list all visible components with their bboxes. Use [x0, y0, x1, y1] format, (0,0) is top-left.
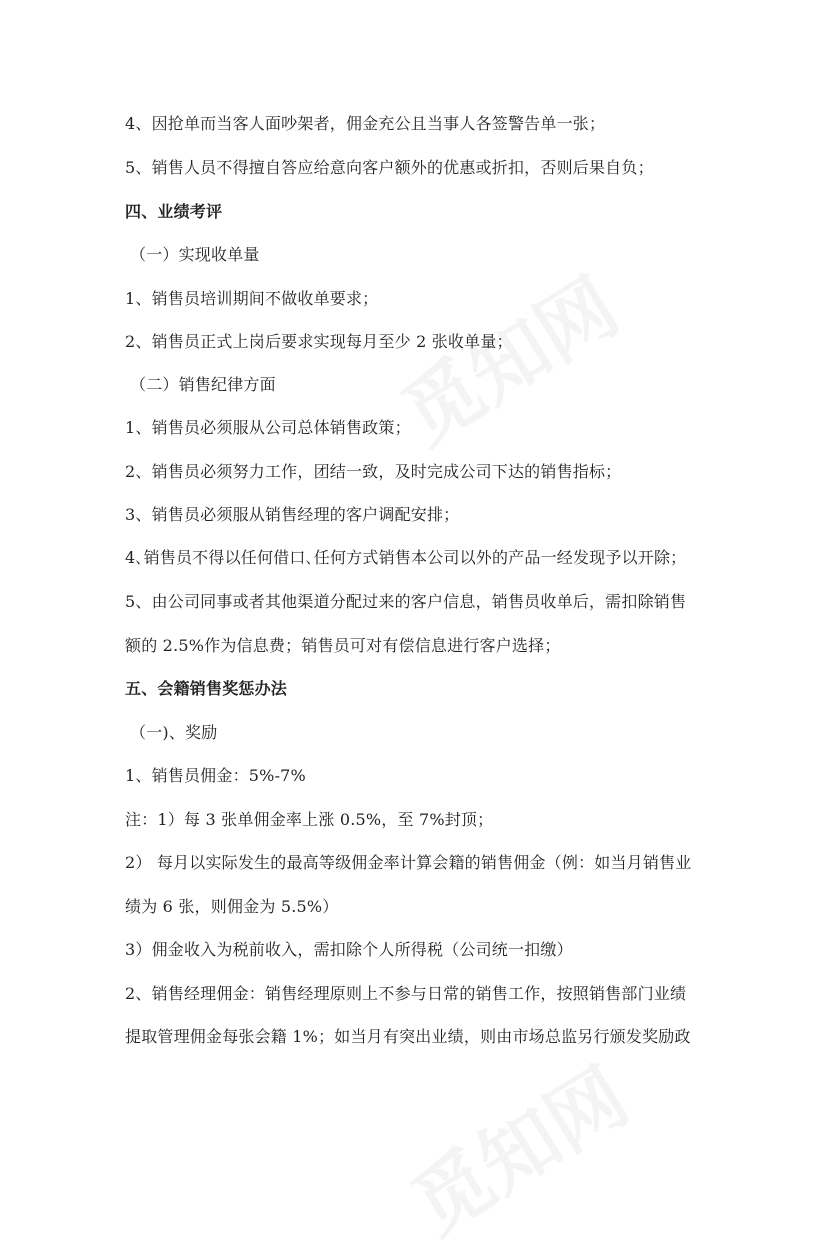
rule-line: 1、销售员必须服从公司总体销售政策；	[125, 418, 411, 437]
note-line: 注：1）每 3 张单佣金率上涨 0.5%，至 7%封顶；	[125, 810, 494, 829]
rule-line: 4、因抢单而当客人面吵架者，佣金充公且当事人各签警告单一张；	[125, 114, 606, 133]
section-heading: 五、会籍销售奖惩办法	[125, 679, 288, 698]
subsection-heading: （二）销售纪律方面	[130, 375, 276, 394]
rule-line: 4､销售员不得以任何借口､任何方式销售本公司以外的产品一经发现予以开除；	[125, 548, 687, 567]
rule-line: 5、销售人员不得擅自答应给意向客户额外的优惠或折扣，否则后果自负；	[125, 158, 654, 177]
rule-line-continued: 额的 2.5%作为信息费；销售员可对有偿信息进行客户选择；	[125, 636, 561, 655]
rule-line: 1、销售员佣金：5%-7%	[125, 766, 306, 785]
note-line: 3）佣金收入为税前收入，需扣除个人所得税（公司统一扣缴）	[125, 940, 573, 959]
subsection-heading: （一)、奖励	[130, 723, 218, 742]
section-heading: 四、业绩考评	[125, 202, 223, 221]
rule-line: 2、销售经理佣金：销售经理原则上不参与日常的销售工作，按照销售部门业绩	[125, 984, 687, 1003]
rule-line: 2、销售员正式上岗后要求实现每月至少 2 张收单量；	[125, 332, 513, 351]
subsection-heading: （一）实现收单量	[130, 245, 260, 264]
watermark	[378, 247, 636, 466]
rule-line: 5、由公司同事或者其他渠道分配过来的客户信息，销售员收单后，需扣除销售	[125, 592, 687, 611]
rule-line: 1、销售员培训期间不做收单要求；	[125, 289, 379, 308]
rule-line-continued: 提取管理佣金每张会籍 1%；如当月有突出业绩，则由市场总监另行颁发奖励政	[125, 1027, 691, 1046]
watermark	[388, 1037, 646, 1256]
note-line-continued: 绩为 6 张，则佣金为 5.5%）	[125, 897, 339, 916]
rule-line: 2、销售员必须努力工作，团结一致，及时完成公司下达的销售指标；	[125, 462, 622, 481]
note-line: 2） 每月以实际发生的最高等级佣金率计算会籍的销售佣金（例：如当月销售业	[125, 853, 692, 872]
rule-line: 3、销售员必须服从销售经理的客户调配安排；	[125, 505, 460, 524]
